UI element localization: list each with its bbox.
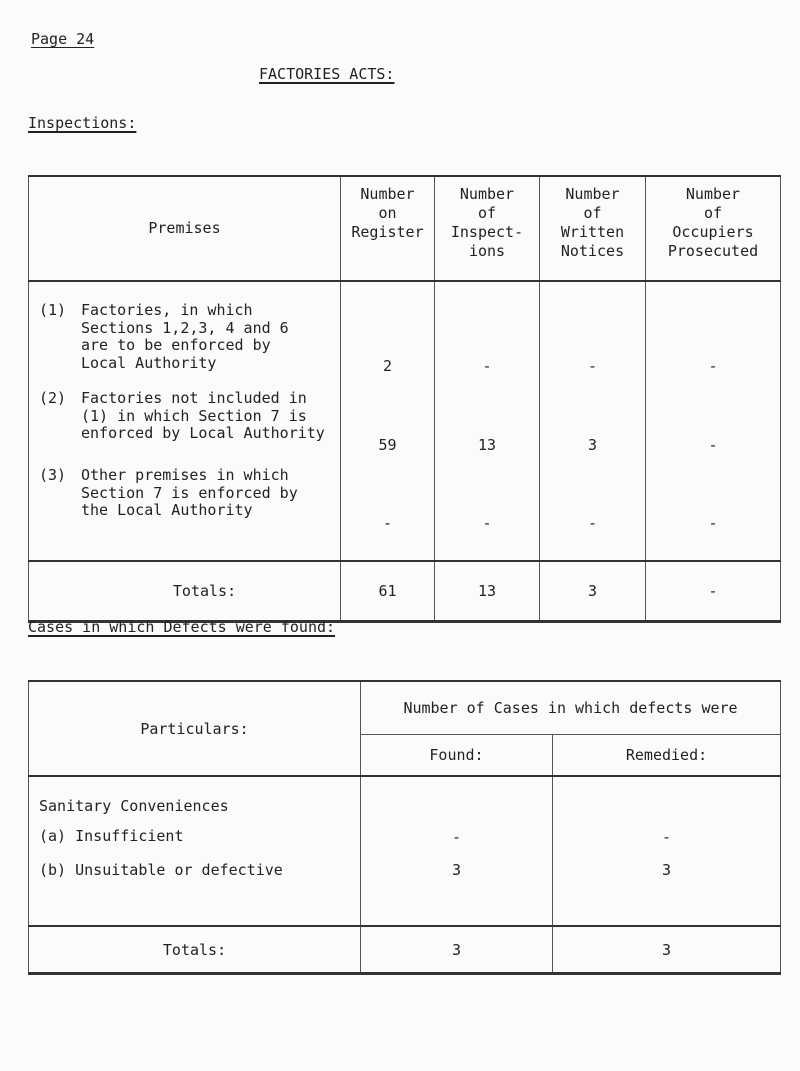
header-prosecuted: Number of Occupiers Prosecuted xyxy=(646,176,781,281)
premises-description: Other premises in which Section 7 is enforced by the Local Authority xyxy=(81,466,298,519)
remedied-values xyxy=(553,776,781,926)
notices-values xyxy=(540,281,646,561)
premises-number: (1) xyxy=(39,301,67,319)
prosecuted-value: - xyxy=(708,514,718,532)
premises-item xyxy=(39,390,340,442)
inspections-header-row xyxy=(29,176,781,281)
premises-number: (3) xyxy=(39,466,67,484)
header-defects-group: Number of Cases in which defects were xyxy=(403,699,738,717)
inspections-heading: Inspections: xyxy=(28,114,137,132)
page-number: Page 24 xyxy=(31,30,95,48)
prosecuted-value: - xyxy=(708,436,718,454)
defects-totals-row xyxy=(29,926,781,974)
defects-table xyxy=(28,680,781,975)
notices-value: - xyxy=(587,357,598,375)
inspections-values xyxy=(435,281,540,561)
totals-label: Totals: xyxy=(29,561,341,622)
header-inspections: Number of Inspect- ions xyxy=(435,176,540,281)
premises-item xyxy=(39,467,340,519)
totals-inspections: 13 xyxy=(435,561,540,622)
remedied-value: 3 xyxy=(661,861,672,879)
totals-prosecuted: - xyxy=(646,561,781,622)
defects-totals-remedied: 3 xyxy=(553,926,781,974)
defects-item-a: (a) Insufficient xyxy=(39,827,184,845)
found-value: - xyxy=(451,828,462,846)
register-value: 2 xyxy=(382,357,393,375)
header-found: Found: xyxy=(361,735,553,777)
inspections-body-row xyxy=(29,281,781,561)
defects-header-row xyxy=(29,681,781,735)
premises-description: Factories not included in (1) in which Section 7 is enforced by Local Authority xyxy=(81,389,325,442)
found-value: 3 xyxy=(451,861,462,879)
header-remedied: Remedied: xyxy=(553,735,781,777)
defects-particulars xyxy=(29,776,361,926)
page-title: FACTORIES ACTS: xyxy=(259,65,395,83)
inspections-value: 13 xyxy=(477,436,497,454)
totals-register: 61 xyxy=(341,561,435,622)
premises-item xyxy=(39,302,340,372)
defects-heading: Cases in which Defects were found: xyxy=(28,618,336,636)
totals-notices: 3 xyxy=(540,561,646,622)
defects-body-row xyxy=(29,776,781,926)
found-values xyxy=(361,776,553,926)
premises-description: Factories, in which Sections 1,2,3, 4 and 6 are to be enforced by Local Authority xyxy=(81,301,289,372)
register-value: 59 xyxy=(378,436,397,454)
prosecuted-value: - xyxy=(708,357,718,375)
register-value: - xyxy=(382,514,393,532)
inspections-table xyxy=(28,175,781,623)
inspections-value: - xyxy=(482,514,492,532)
prosecuted-values xyxy=(646,281,781,561)
header-premises: Premises xyxy=(29,176,341,281)
header-register: Number on Register xyxy=(341,176,435,281)
inspections-value: - xyxy=(482,357,492,375)
premises-number: (2) xyxy=(39,389,67,407)
defects-category: Sanitary Conveniences xyxy=(39,797,229,815)
notices-value: - xyxy=(587,514,598,532)
defects-totals-label: Totals: xyxy=(29,926,361,974)
inspections-totals-row xyxy=(29,561,781,622)
defects-item-b: (b) Unsuitable or defective xyxy=(39,861,283,879)
register-values xyxy=(341,281,435,561)
premises-list xyxy=(29,281,341,561)
notices-value: 3 xyxy=(587,436,598,454)
header-notices: Number of Written Notices xyxy=(540,176,646,281)
defects-totals-found: 3 xyxy=(361,926,553,974)
remedied-value: - xyxy=(661,828,672,846)
header-particulars: Particulars: xyxy=(29,681,361,776)
